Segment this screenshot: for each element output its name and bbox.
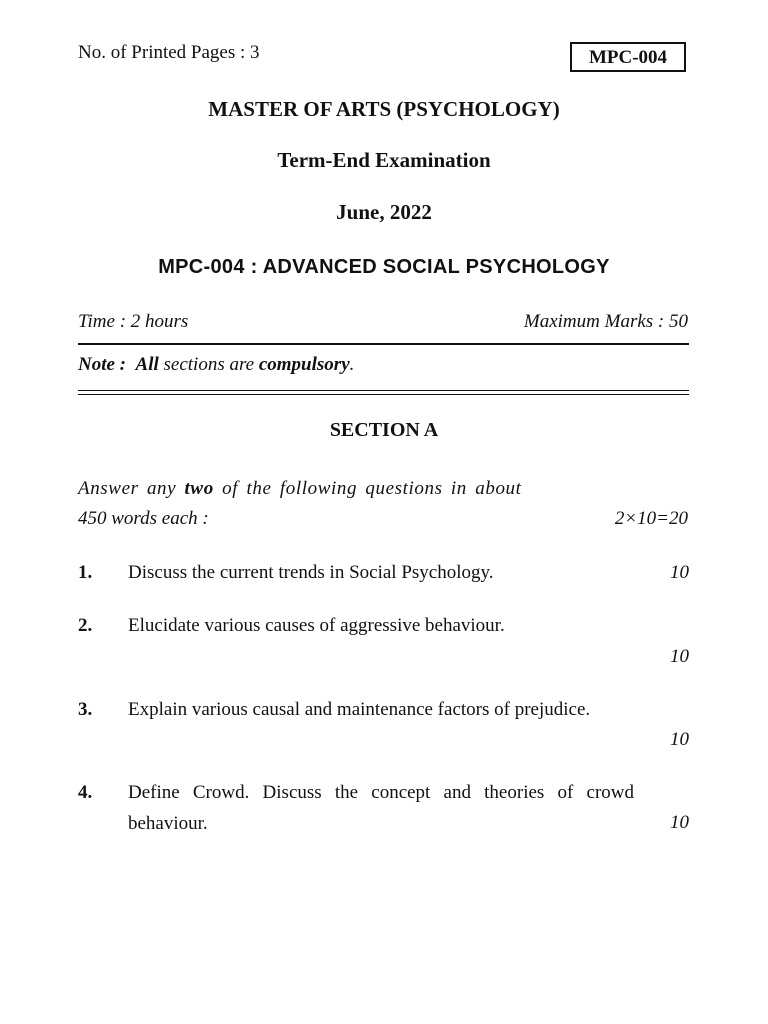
instruction-words: 450 words each : bbox=[78, 508, 209, 529]
question-number: 1. bbox=[78, 562, 93, 583]
note-end: . bbox=[349, 354, 355, 375]
instruction-text-cont: of the following questions in about bbox=[213, 478, 522, 499]
question-number: 2. bbox=[78, 615, 93, 636]
question-marks: 10 bbox=[670, 812, 689, 833]
course-code-box: MPC-004 bbox=[570, 42, 686, 72]
question-text: Explain various causal and maintenance factors of prejudice. bbox=[128, 699, 591, 720]
section-heading: SECTION A bbox=[329, 419, 439, 441]
section-instruction-line2 bbox=[78, 508, 688, 530]
printed-pages-count: No. of Printed Pages : 3 bbox=[78, 42, 260, 63]
degree-title: MASTER OF ARTS (PSYCHOLOGY) bbox=[208, 97, 560, 121]
question-marks: 10 bbox=[670, 646, 689, 667]
exam-date: June, 2022 bbox=[336, 200, 432, 224]
question-text: Elucidate various causes of aggressive behaviour. bbox=[128, 615, 505, 636]
exam-type: Term-End Examination bbox=[277, 148, 491, 172]
question-text: Discuss the current trends in Social Psychology. bbox=[128, 562, 494, 583]
maximum-marks: Maximum Marks : 50 bbox=[523, 311, 688, 332]
section-instruction bbox=[78, 478, 634, 500]
question-number: 4. bbox=[78, 782, 93, 803]
instruction-marks: 2×10=20 bbox=[614, 508, 688, 529]
course-title: MPC-004 : ADVANCED SOCIAL PSYCHOLOGY bbox=[158, 256, 610, 278]
time-marks-row bbox=[78, 311, 688, 333]
note-label: Note : bbox=[78, 354, 127, 375]
instruction-text: Answer any bbox=[78, 478, 185, 499]
question-marks: 10 bbox=[670, 729, 689, 750]
question-text: Define Crowd. Discuss the concept and theories of crowd behaviour. bbox=[128, 782, 634, 834]
question-number: 3. bbox=[78, 699, 93, 720]
time-allowed: Time : 2 hours bbox=[78, 311, 189, 332]
note-all: All bbox=[135, 354, 159, 375]
divider-line bbox=[78, 343, 689, 345]
note bbox=[78, 354, 354, 376]
instruction-bold: two bbox=[184, 478, 214, 499]
note-compulsory: compulsory bbox=[258, 354, 350, 375]
question-marks: 10 bbox=[670, 562, 689, 583]
note-middle: sections are bbox=[158, 354, 259, 375]
double-divider-line bbox=[78, 390, 689, 395]
